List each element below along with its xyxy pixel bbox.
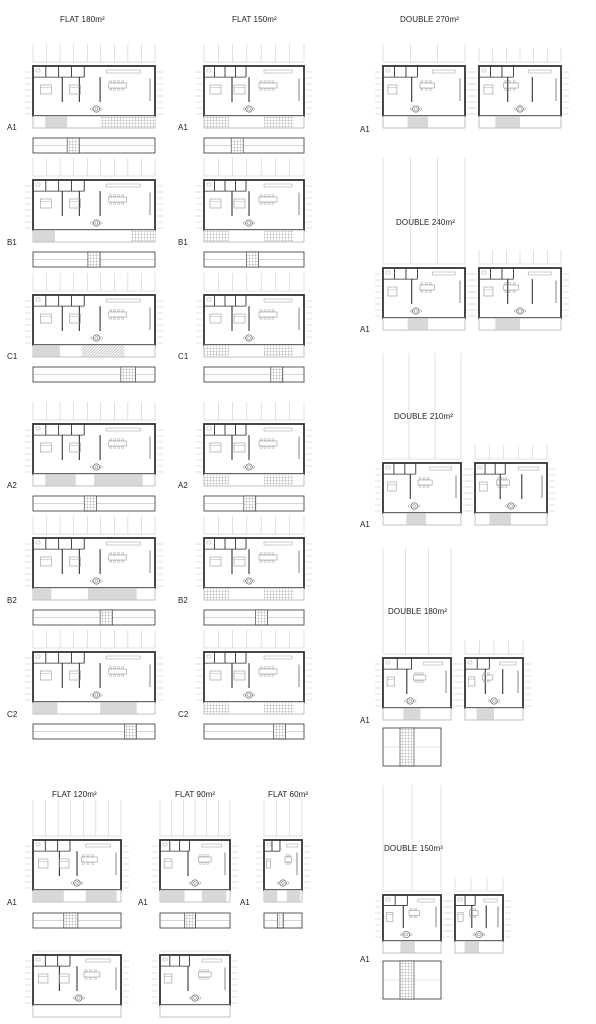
title-flat-90: FLAT 90m² [175,790,216,799]
title-double-210: DOUBLE 210m² [394,412,453,421]
grid-ticks [152,961,158,1003]
section-grid-lines [204,630,304,648]
title-double-150: DOUBLE 150m² [384,844,443,853]
grid-ticks [463,469,469,511]
grid-ticks [563,72,569,114]
grid-ticks [375,72,381,114]
section-grid-lines [33,402,155,420]
grid-ticks [563,274,569,316]
floor-plan [256,800,310,902]
grid-ticks [306,430,312,472]
grid-ticks [306,186,312,228]
grid-ticks [447,901,453,937]
grid-ticks [25,961,31,1003]
floor-plan [196,630,312,714]
grid-ticks [123,961,129,1003]
row-label-c2: C2 [178,710,189,719]
grid-ticks [306,301,312,343]
section-grid-lines [204,402,304,420]
grid-ticks [471,274,477,316]
grid-ticks [25,430,31,472]
row-label-a1: A1 [360,955,370,964]
grid-ticks [123,846,129,888]
section-strip [33,367,155,382]
section-grid-lines [204,158,304,176]
row-label-a2: A2 [178,481,188,490]
section-grid-lines [204,516,304,534]
row-label-a1: A1 [240,898,250,907]
grid-ticks [25,846,31,888]
section-strip [33,724,155,739]
section-grid-lines [383,158,465,264]
row-label-a1: A1 [360,716,370,725]
floor-plan [375,44,473,128]
floor-plan [471,48,569,128]
row-label-b2: B2 [178,596,188,605]
floor-plan [196,516,312,600]
grid-ticks [196,301,202,343]
section-grid-lines [160,800,230,836]
floor-plan [375,785,449,953]
section-grid-lines [475,445,547,459]
section-strip [33,496,155,511]
grid-ticks [157,658,163,700]
grid-ticks [157,544,163,586]
section-grid-lines [204,273,304,291]
section-strip [204,367,304,382]
grid-ticks [375,901,381,937]
grid-ticks [232,846,238,888]
grid-ticks [549,469,555,511]
section-strip [204,496,304,511]
row-label-c1: C1 [7,352,18,361]
floor-plan [152,800,238,902]
section-strip [204,138,304,153]
section-strip [33,252,155,267]
grid-ticks [196,658,202,700]
floor-plan [25,516,163,600]
row-label-b2: B2 [7,596,17,605]
grid-ticks [467,274,473,316]
title-flat-150: FLAT 150m² [232,15,277,24]
grid-ticks [25,186,31,228]
grid-ticks [525,664,531,706]
row-label-a1: A1 [360,325,370,334]
grid-ticks [196,186,202,228]
floor-plan [447,877,511,953]
floor-plan [375,548,459,720]
section-strip [33,913,121,928]
grid-ticks [25,544,31,586]
section-grid-lines [383,353,461,459]
title-flat-180: FLAT 180m² [60,15,105,24]
grid-ticks [505,901,511,937]
floor-plan [375,158,473,330]
section-box [383,961,441,999]
section-strip [204,252,304,267]
row-label-a2: A2 [7,481,17,490]
grid-ticks [196,72,202,114]
grid-ticks [157,186,163,228]
section-strip [204,610,304,625]
floor-plan [152,951,238,1017]
title-double-180: DOUBLE 180m² [388,607,447,616]
floor-plan [25,630,163,714]
section-grid-lines [33,158,155,176]
section-strip [204,724,304,739]
title-double-270: DOUBLE 270m² [400,15,459,24]
section-grid-lines [465,640,523,654]
grid-ticks [467,469,473,511]
section-grid-lines [383,548,451,654]
floor-plan [375,353,469,525]
grid-ticks [196,430,202,472]
section-grid-lines [204,44,304,62]
grid-ticks [25,301,31,343]
row-label-a1: A1 [7,898,17,907]
row-label-a1: A1 [138,898,148,907]
floor-plan [25,402,163,486]
section-grid-lines [383,785,441,891]
floor-plan [196,273,312,357]
row-label-a1: A1 [360,125,370,134]
grid-ticks [453,664,459,706]
grid-ticks [232,961,238,1003]
section-grid-lines [33,273,155,291]
floor-plan [196,402,312,486]
grid-ticks [256,846,262,888]
floor-plan [25,44,163,128]
grid-ticks [157,301,163,343]
section-grid-lines [479,48,561,62]
floor-plan [25,951,129,1017]
grid-ticks [304,846,310,888]
section-strip [33,138,155,153]
floor-plan [25,800,129,902]
grid-ticks [471,72,477,114]
row-label-c1: C1 [178,352,189,361]
title-flat-120: FLAT 120m² [52,790,97,799]
grid-ticks [25,72,31,114]
section-box [383,728,441,766]
section-grid-lines [33,44,155,62]
grid-ticks [25,658,31,700]
section-grid-lines [479,250,561,264]
section-grid-lines [33,800,121,836]
section-strip [264,913,302,928]
grid-ticks [306,72,312,114]
grid-ticks [467,72,473,114]
floor-plan [196,44,312,128]
grid-ticks [306,658,312,700]
section-grid-lines [383,44,465,62]
row-label-b1: B1 [178,238,188,247]
grid-ticks [375,274,381,316]
row-label-a1: A1 [7,123,17,132]
floor-plan [467,445,555,525]
grid-ticks [157,430,163,472]
grid-ticks [457,664,463,706]
grid-ticks [157,72,163,114]
row-label-a1: A1 [178,123,188,132]
floor-plan [471,250,569,330]
section-grid-lines [264,800,302,836]
section-strip [160,913,230,928]
title-flat-60: FLAT 60m² [268,790,309,799]
floor-plan [457,640,531,720]
section-grid-lines [33,630,155,648]
grid-ticks [196,544,202,586]
section-strip [33,610,155,625]
section-grid-lines [455,877,503,891]
floor-plan [25,273,163,357]
floor-plan [25,158,163,242]
grid-ticks [375,664,381,706]
grid-ticks [375,469,381,511]
row-label-c2: C2 [7,710,18,719]
floor-plan [196,158,312,242]
grid-ticks [306,544,312,586]
grid-ticks [152,846,158,888]
title-double-240: DOUBLE 240m² [396,218,455,227]
row-label-a1: A1 [360,520,370,529]
row-label-b1: B1 [7,238,17,247]
section-grid-lines [33,516,155,534]
